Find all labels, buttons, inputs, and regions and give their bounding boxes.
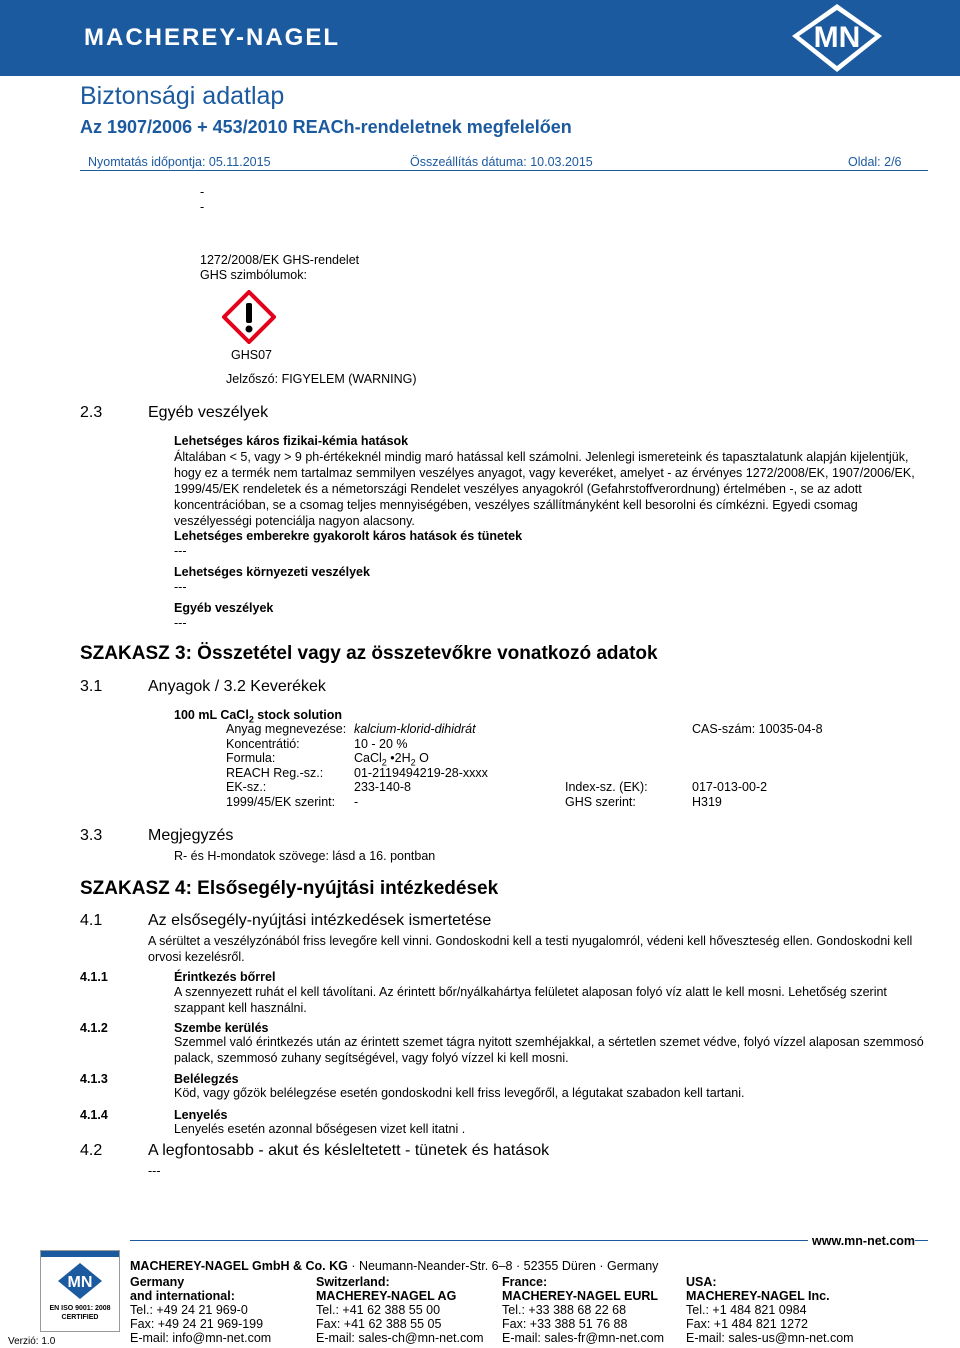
subsection-number: 4.1.1 [80, 970, 108, 984]
formula-label: Formula: [226, 751, 276, 765]
switzerland-company: MACHEREY-NAGEL AG [316, 1289, 457, 1303]
section-number: 4.1 [80, 912, 103, 929]
subsection-title: Érintkezés bőrrel [174, 970, 276, 984]
section-heading: SZAKASZ 3: Összetétel vagy az összetevőkre vonatkozó adatok [80, 643, 658, 664]
ghs-regulation: 1272/2008/EK GHS-rendelet [200, 253, 360, 267]
section-heading: SZAKASZ 4: Elsősegély-nyújtási intézkedések [80, 878, 499, 899]
compiled-date: Összeállítás dátuma: 10.03.2015 [410, 155, 593, 169]
dash-line: - [200, 200, 205, 214]
page-number: Oldal: 2/6 [848, 155, 902, 169]
usa-fax: Fax: +1 484 821 1272 [686, 1317, 808, 1331]
switzerland-fax: Fax: +41 62 388 55 05 [316, 1317, 442, 1331]
subheading: Lehetséges káros fizikai-kémia hatások [174, 434, 409, 448]
signal-word: Jelzőszó: FIGYELEM (WARNING) [226, 372, 417, 386]
directive-label: 1999/45/EK szerint: [226, 795, 336, 809]
ghs-classification-value: H319 [692, 795, 722, 809]
dash-line: - [200, 185, 205, 199]
brand-name: MACHEREY-NAGEL [84, 24, 341, 51]
reach-value: 01-2119494219-28-xxxx [354, 766, 488, 780]
ek-value: 233-140-8 [354, 780, 411, 794]
subsection-title: Szembe kerülés [174, 1021, 269, 1035]
section-title: Anyagok / 3.2 Keverékek [148, 678, 326, 695]
paragraph: A szennyezett ruhát el kell távolítani. Az érintett bőr/nyálkahártya felületet alaposan folyó víz alatt le kell mosni. Lehetőség szerint szappant kell használni. [174, 985, 887, 1015]
germany-email[interactable]: E-mail: info@mn-net.com [130, 1331, 272, 1345]
ghs-pictogram-code: GHS07 [231, 348, 272, 362]
placeholder-text: --- [174, 580, 187, 594]
formula-value: CaCl$_2$ $•2H_2$ O [354, 751, 429, 768]
germany-subheading: and international: [130, 1289, 235, 1303]
badge-stripe [41, 1251, 119, 1257]
document-title: Biztonsági adatlap [80, 82, 285, 110]
section-title: Megjegyzés [148, 827, 234, 844]
version: Verzió: 1.0 [8, 1336, 56, 1347]
ghs-classification-label: GHS szerint: [565, 795, 636, 809]
france-phone: Tel.: +33 388 68 22 68 [502, 1303, 627, 1317]
section-number: 3.1 [80, 678, 103, 695]
header-divider [80, 170, 928, 171]
exclamation-mark-pictogram-icon [222, 290, 276, 344]
usa-company: MACHEREY-NAGEL Inc. [686, 1289, 830, 1303]
paragraph: Általában < 5, vagy > 9 ph-értékeknél mindig maró hatással kell számolni. Jelenlegi ismereteink és tapasztalatunk alapján kijelentjük, hogy ez a termék nem tartalmaz semmilyen veszélyes anyagot, vagy keveréket, amelyet - az érvényes 1272/2008/EK, 1907/2006/EK, 1999/45/EK rendeletek és a németországi Rendelet veszélyes anyagokról (Gefahrstoffverordnung) értelmében -, se az adott koncentrációban, se a csomag teljes mennyiségében, veszélyes szállítmányként kell besorolni és címkézni. Egyedi csomag veszélyességi potenciálja nagyon alacsony. [174, 450, 915, 528]
usa-email[interactable]: E-mail: sales-us@mn-net.com [686, 1331, 854, 1345]
subsection-number: 4.1.2 [80, 1021, 108, 1035]
france-heading: France: [502, 1275, 548, 1289]
placeholder-text: --- [148, 1164, 161, 1178]
paragraph: Köd, vagy gőzök belélegzése esetén gondoskodni kell friss levegőről, a légutakat szabadon kell tartani. [174, 1086, 745, 1100]
cas-number: CAS-szám: 10035-04-8 [692, 722, 823, 736]
concentration-label: Koncentrátió: [226, 737, 300, 751]
note-text: R- és H-mondatok szövege: lásd a 16. pontban [174, 849, 436, 863]
germany-heading: Germany [130, 1275, 185, 1289]
subsection-number: 4.1.3 [80, 1072, 108, 1086]
placeholder-text: --- [174, 616, 187, 630]
germany-phone: Tel.: +49 24 21 969-0 [130, 1303, 248, 1317]
paragraph: Lenyelés esetén azonnal bőségesen vizet kell itatni . [174, 1122, 466, 1136]
document-subtitle: Az 1907/2006 + 453/2010 REACh-rendeletnek megfelelően [80, 117, 572, 137]
mn-logo-icon [56, 1261, 104, 1301]
switzerland-heading: Switzerland: [316, 1275, 390, 1289]
section-number: 4.2 [80, 1142, 103, 1159]
logo-text: MN [813, 21, 861, 54]
switzerland-email[interactable]: E-mail: sales-ch@mn-net.com [316, 1331, 484, 1345]
switzerland-phone: Tel.: +41 62 388 55 00 [316, 1303, 441, 1317]
france-fax: Fax: +33 388 51 76 88 [502, 1317, 628, 1331]
reach-label: REACH Reg.-sz.: [226, 766, 324, 780]
certification-badge [40, 1250, 120, 1332]
paragraph: Szemmel való érintkezés után az érintett szemet tágra nyitott szemhéjakkal, a sértetlen szemet védve, folyó vízzel alaposan szemmosó palack, szemmosó zuhany segítségével, vagy folyó vízzel ki kell mosni. [174, 1035, 924, 1065]
index-label: Index-sz. (EK): [565, 780, 648, 794]
website-link[interactable]: www.mn-net.com [808, 1234, 915, 1249]
section-title: Az elsősegély-nyújtási intézkedések ismertetése [148, 912, 492, 929]
substance-value: kalcium-klorid-dihidrát [354, 722, 476, 736]
subheading: Lehetséges környezeti veszélyek [174, 565, 370, 579]
subheading: Egyéb veszélyek [174, 601, 274, 615]
print-date: Nyomtatás időpontja: 05.11.2015 [88, 155, 271, 169]
concentration-value: 10 - 20 % [354, 737, 408, 751]
directive-value: - [354, 795, 359, 809]
paragraph: A sérültet a veszélyzónából friss levegőre kell vinni. Gondoskodni kell a testi nyugalomról, védeni kell hőveszteség ellen. Gondoskodni kell orvosi kezelésről. [148, 934, 913, 964]
section-title: A legfontosabb - akut és késleltetett - tünetek és hatások [148, 1142, 550, 1159]
france-company: MACHEREY-NAGEL EURL [502, 1289, 659, 1303]
section-number: 2.3 [80, 404, 103, 421]
subheading: Lehetséges emberekre gyakorolt káros hatások és tünetek [174, 529, 523, 543]
subsection-title: Lenyelés [174, 1108, 228, 1122]
company-line: MACHEREY-NAGEL GmbH & Co. KG · Neumann-Neander-Str. 6–8 · 52355 Düren · Germany [130, 1259, 659, 1273]
cert-standard: EN ISO 9001: 2008 [49, 1305, 111, 1312]
index-value: 017-013-00-2 [692, 780, 768, 794]
germany-fax: Fax: +49 24 21 969-199 [130, 1317, 264, 1331]
section-title: Egyéb veszélyek [148, 404, 269, 421]
subsection-number: 4.1.4 [80, 1108, 108, 1122]
ek-label: EK-sz.: [226, 780, 267, 794]
france-email[interactable]: E-mail: sales-fr@mn-net.com [502, 1331, 665, 1345]
substance-label: Anyag megnevezése: [226, 722, 347, 736]
subsection-title: Belélegzés [174, 1072, 239, 1086]
section-number: 3.3 [80, 827, 103, 844]
product-name: 100 mL CaCl$_2$ stock solution [174, 708, 343, 725]
mn-logo-icon [782, 0, 892, 76]
placeholder-text: --- [174, 544, 187, 558]
badge-logo-text: MN [67, 1274, 93, 1291]
usa-phone: Tel.: +1 484 821 0984 [686, 1303, 807, 1317]
usa-heading: USA: [686, 1275, 717, 1289]
ghs-symbols-label: GHS szimbólumok: [200, 268, 307, 282]
cert-status: CERTIFIED [61, 1314, 99, 1321]
